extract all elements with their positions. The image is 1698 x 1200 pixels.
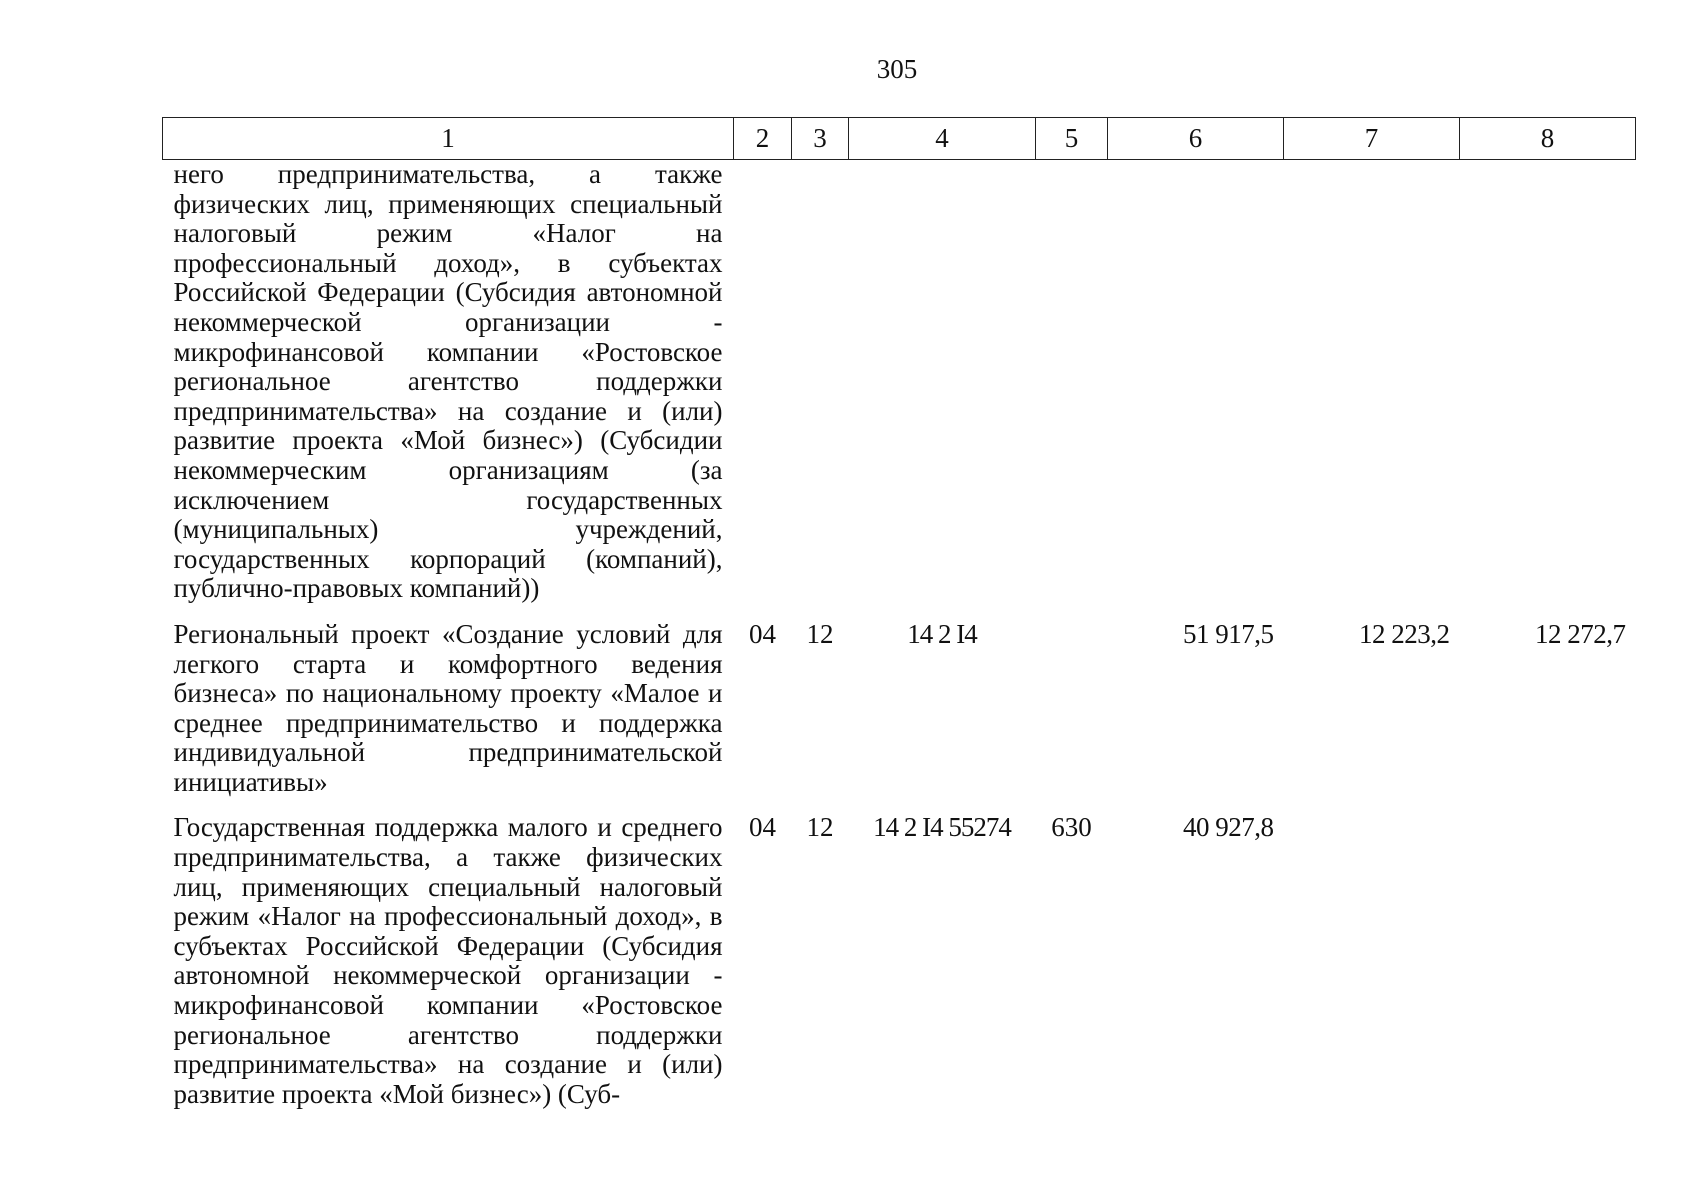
row-amount-col7 (1284, 160, 1460, 620)
row-target-article-code: 14 2 I4 55274 (873, 812, 1011, 843)
row-amount-col8 (1460, 160, 1636, 620)
row-description: Государственная поддержка малого и среднего предпринимательства, а также физических лиц, применяющих специальный налоговый режим «Налог на профессиональный доход», в субъектах Российской Федерации (Субсидия автономной некоммерческой организации - микрофинансовой компании «Ростовское региональное агентство поддержки предпринимательства» на создание и (или) развитие проекта «Мой бизнес») (Суб- (173, 812, 723, 1109)
row-amount-col6: 51 917,5 (1183, 618, 1274, 649)
row-target-article-code: 14 2 I4 (907, 618, 977, 649)
column-header-7: 7 (1284, 118, 1460, 160)
row-expense-type-code (1036, 620, 1108, 814)
row-subsection-code: 12 (806, 618, 834, 649)
row-subsection-code: 12 (806, 812, 834, 843)
row-amount-col8: 12 272,7 (1535, 618, 1626, 649)
column-number-header-row (163, 118, 1636, 160)
column-header-4: 4 (849, 118, 1036, 160)
column-header-6: 6 (1108, 118, 1284, 160)
column-header-3: 3 (792, 118, 849, 160)
page-number: 305 (876, 54, 918, 84)
table-row (163, 620, 1636, 814)
column-header-1: 1 (163, 118, 734, 160)
row-amount-col6: 40 927,8 (1183, 812, 1274, 843)
row-subsection-code (792, 160, 849, 620)
row-section-code (734, 160, 792, 620)
row-amount-col7: 12 223,2 (1359, 618, 1450, 649)
row-description: него предпринимательства, а также физических лиц, применяющих специальный налоговый режим «Налог на профессиональный доход», в субъектах Российской Федерации (Субсидия автономной некоммерческой организации - микрофинансовой компании «Ростовское региональное агентство поддержки предпринимательства» на создание и (или) развитие проекта «Мой бизнес») (Субсидии некоммерческим организациям (за исключением государственных (муниципальных) учреждений, государственных корпораций (компаний), публично-правовых компаний)) (173, 159, 723, 604)
column-header-8: 8 (1460, 118, 1636, 160)
row-description: Региональный проект «Создание условий для легкого старта и комфортного ведения бизнеса» по национальному проекту «Малое и среднее предпринимательство и поддержка индивидуальной предпринимательской инициативы» (173, 618, 723, 797)
column-header-5: 5 (1036, 118, 1108, 160)
row-expense-type-code: 630 (1051, 812, 1092, 843)
table-row (163, 813, 1636, 1125)
row-amount-col8 (1460, 813, 1636, 1125)
row-expense-type-code (1036, 160, 1108, 620)
row-amount-col7 (1284, 813, 1460, 1125)
table-row (163, 160, 1636, 620)
budget-table (162, 117, 1636, 1125)
row-section-code: 04 (749, 618, 776, 649)
row-target-article-code (849, 160, 1036, 620)
row-amount-col6 (1108, 160, 1284, 620)
row-section-code: 04 (749, 812, 776, 843)
column-header-2: 2 (734, 118, 792, 160)
